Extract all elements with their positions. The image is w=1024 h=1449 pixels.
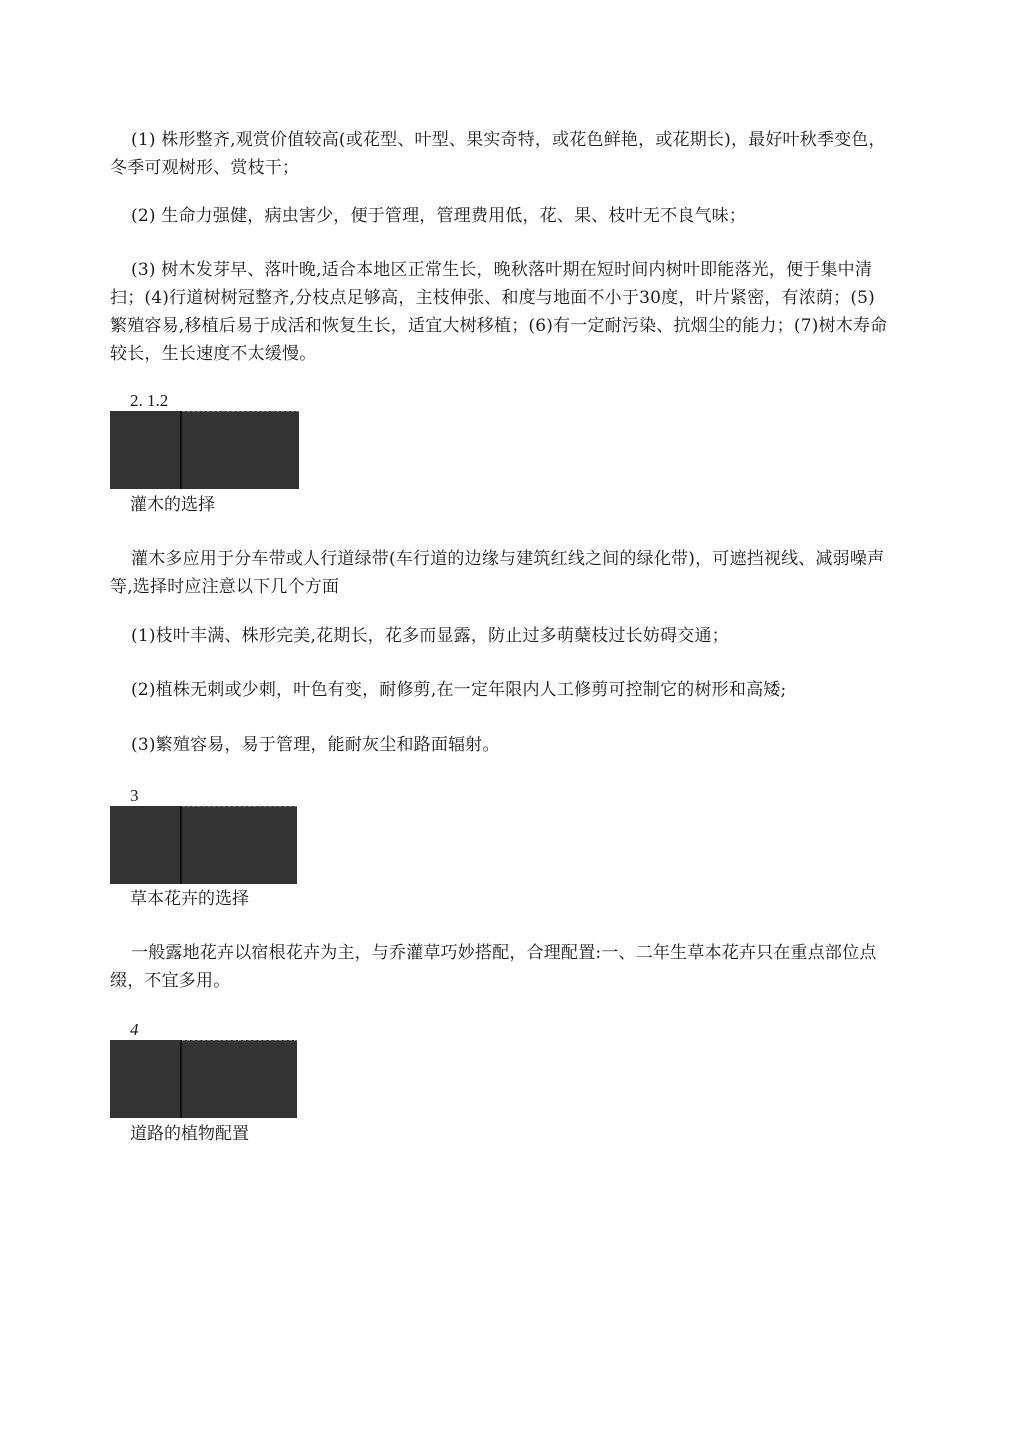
section-number: 4	[130, 1020, 139, 1039]
paragraph-tree-criteria-1: (1) 株形整齐,观赏价值较高(或花型、叶型、果实奇特，或花色鲜艳，或花期长)，最好叶秋季变色，冬季可观树形、赏枝干；	[110, 130, 886, 178]
section-title: 灌木的选择	[130, 495, 215, 515]
heading-bar-divider	[180, 806, 182, 884]
paragraph-tree-criteria-3: (3) 树木发芽早、落叶晚,适合本地区正常生长，晚秋落叶期在短时间内树叶即能落光，便于集中清扫；(4)行道树树冠整齐,分枝点足够高，主枝伸张、和度与地面不小于30度，叶片紧密，有浓荫；(5)繁殖容易,移植后易于成活和恢复生长，适宜大树移植；(6)有一定耐污染、抗烟尘的能力；(7)树木寿命较长，生长速度不太缓慢。	[110, 260, 888, 364]
heading-bar-line	[182, 1040, 297, 1041]
paragraph-shrub-criteria-1: (1)枝叶丰满、株形完美,花期长，花多而显露，防止过多萌蘖枝过长妨碍交通；	[131, 626, 729, 646]
heading-bar	[110, 806, 297, 884]
heading-bar-line	[182, 411, 299, 412]
heading-bar	[110, 411, 299, 489]
heading-bar-divider	[180, 411, 182, 489]
paragraph-flower-intro: 一般露地花卉以宿根花卉为主，与乔灌草巧妙搭配，合理配置:一、二年生草本花卉只在重点部位点缀，不宜多用。	[110, 943, 877, 991]
paragraph-tree-criteria-2: (2) 生命力强健，病虫害少，便于管理，管理费用低，花、果、枝叶无不良气味；	[131, 206, 747, 226]
paragraph-shrub-criteria-3: (3)繁殖容易，易于管理，能耐灰尘和路面辐射。	[131, 735, 500, 755]
section-title: 道路的植物配置	[130, 1124, 249, 1144]
heading-bar-line	[182, 806, 297, 807]
paragraph-shrub-criteria-2: (2)植株无刺或少刺，叶色有变，耐修剪,在一定年限内人工修剪可控制它的树形和高矮;	[131, 680, 787, 700]
section-number: 3	[130, 786, 139, 805]
section-number: 2. 1.2	[130, 391, 169, 410]
heading-bar-divider	[180, 1040, 182, 1118]
section-title: 草本花卉的选择	[130, 889, 249, 909]
heading-bar	[110, 1040, 297, 1118]
paragraph-shrub-intro: 灌木多应用于分车带或人行道绿带(车行道的边缘与建筑红线之间的绿化带)，可遮挡视线、减弱噪声等,选择时应注意以下几个方面	[110, 549, 885, 597]
